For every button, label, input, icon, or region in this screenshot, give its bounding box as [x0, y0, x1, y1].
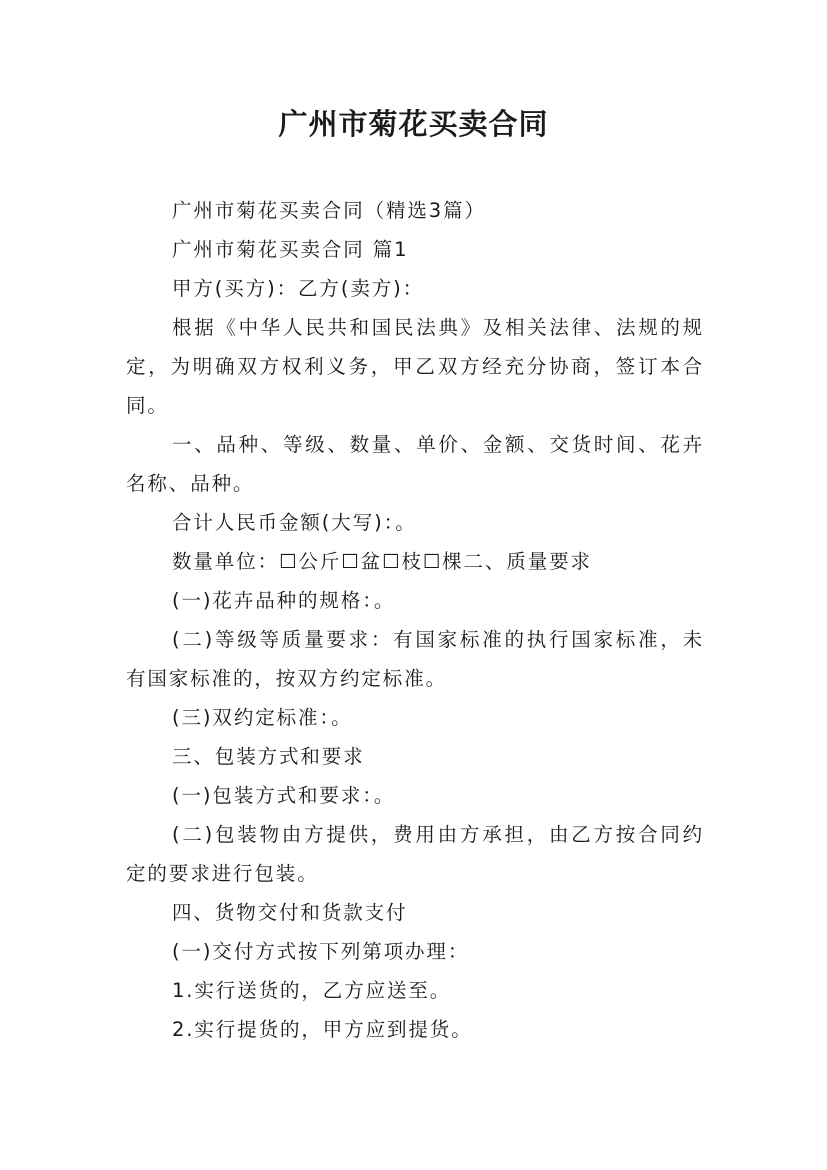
paragraph-delivery-2: 2.实行提货的，甲方应到提货。: [172, 1018, 473, 1041]
paragraph-section-heading: 广州市菊花买卖合同 篇1: [172, 238, 409, 261]
paragraph-subtitle: 广州市菊花买卖合同（精选3篇）: [172, 199, 486, 222]
document-body: [126, 191, 704, 1049]
paragraph-total-amount: 合计人民币金额(大写)：。: [172, 511, 417, 534]
paragraph-clause-3: 三、包装方式和要求: [172, 745, 365, 768]
document-title: 广州市菊花买卖合同: [278, 107, 549, 141]
paragraph-clause-1: 一、品种、等级、数量、单价、金额、交货时间、花卉名称、品种。: [126, 433, 704, 495]
paragraph-delivery-1: 1.实行送货的，乙方应送至。: [172, 979, 452, 1002]
paragraph-parties: 甲方(买方)：乙方(卖方)：: [172, 277, 425, 300]
paragraph-packing-material: (二)包装物由方提供，费用由方承担，由乙方按合同约定的要求进行包装。: [126, 823, 704, 885]
paragraph-spec: (一)花卉品种的规格：。: [172, 589, 396, 612]
paragraph-delivery-method: (一)交付方式按下列第项办理：: [172, 940, 470, 963]
paragraph-preamble: 根据《中华人民共和国民法典》及相关法律、法规的规定，为明确双方权利义务，甲乙双方经充分协商，签订本合同。: [126, 316, 704, 417]
paragraph-clause-4: 四、货物交付和货款支付: [172, 901, 408, 924]
paragraph-packing-method: (一)包装方式和要求：。: [172, 784, 396, 807]
paragraph-quantity-unit: 数量单位：☐公斤☐盆☐枝☐棵二、质量要求: [172, 550, 592, 573]
paragraph-agreed-standard: (三)双约定标准：。: [172, 706, 353, 729]
paragraph-quality: (二)等级等质量要求：有国家标准的执行国家标准，未有国家标准的，按双方约定标准。: [126, 628, 704, 690]
